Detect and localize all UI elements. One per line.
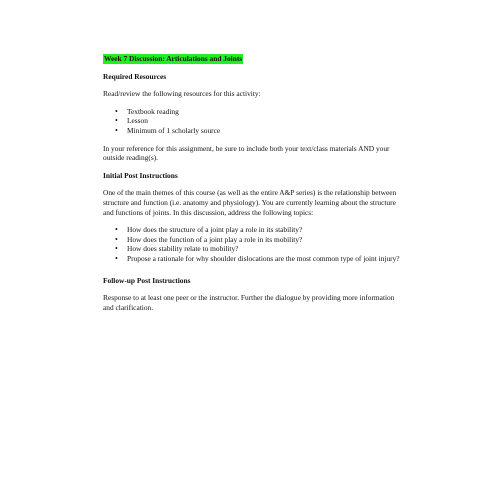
- required-resources-heading: Required Resources: [103, 71, 167, 81]
- required-resources-intro: Read/review the following resources for this activity:: [103, 89, 261, 99]
- follow-up-paragraph: Response to at least one peer or the instructor. Further the dialogue by providing more information and clarification.: [103, 293, 395, 312]
- resource-item-scholarly-source: • Minimum of 1 scholarly source: [127, 126, 403, 136]
- resource-item-textbook: • Textbook reading: [127, 107, 403, 117]
- topic-item-structure-stability: • How does the structure of a joint play a role in its stability?: [127, 225, 403, 235]
- topic-item-stability-mobility: • How does stability relate to mobility?: [127, 244, 403, 254]
- initial-post-topics-list: [103, 225, 403, 263]
- document-page: [103, 54, 403, 320]
- resource-item-lesson: • Lesson: [127, 116, 403, 126]
- initial-post-paragraph: One of the main themes of this course (as well as the entire A&P series) is the relationship between structure and function (i.e. anatomy and physiology). You are currently learning about the structure and functions of joints. In this discussion, address the following topics:: [103, 188, 397, 217]
- topic-item-shoulder-dislocations: • Propose a rationale for why shoulder dislocations are the most common type of joint injury?: [127, 254, 403, 264]
- initial-post-heading: Initial Post Instructions: [103, 170, 178, 180]
- topic-item-function-mobility: • How does the function of a joint play a role in its mobility?: [127, 235, 403, 245]
- follow-up-heading: Follow-up Post Instructions: [103, 275, 191, 285]
- required-resources-list: [103, 107, 403, 136]
- required-resources-note: In your reference for this assignment, be sure to include both your text/class materials AND your outside reading(s).: [103, 143, 390, 163]
- document-title: Week 7 Discussion: Articulations and Joints: [104, 54, 243, 63]
